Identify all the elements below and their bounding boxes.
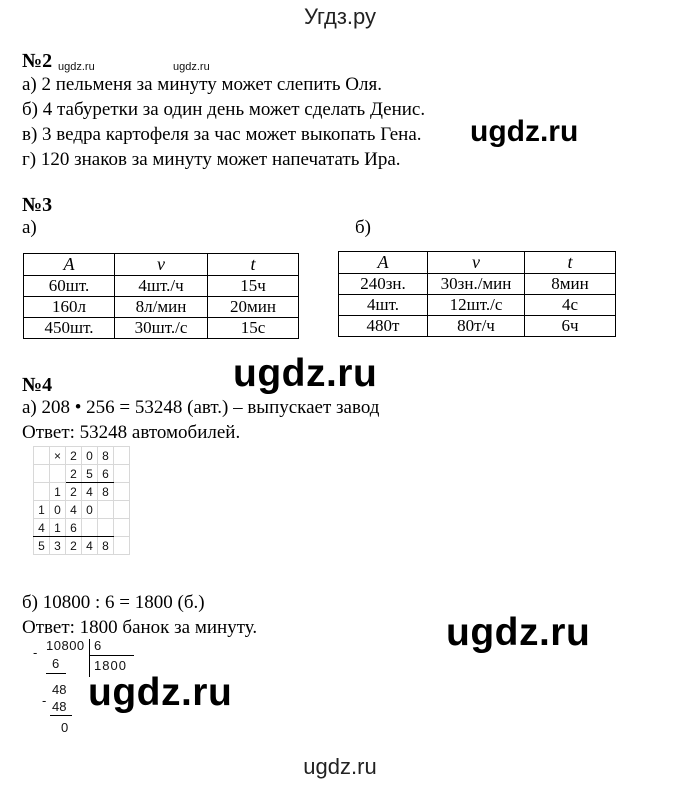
grid-cell [50, 465, 66, 483]
division-remainder: 0 [61, 720, 69, 735]
grid-cell [82, 519, 98, 537]
division-underline [46, 673, 66, 674]
task3-label-b: б) [355, 217, 371, 238]
grid-cell: 2 [66, 483, 82, 501]
division-step1: 6 [52, 656, 60, 671]
watermark-large: ugdz.ru [446, 611, 591, 654]
watermark-small: ugdz.ru [58, 61, 95, 73]
grid-cell: 6 [98, 465, 114, 483]
grid-cell: 8 [98, 447, 114, 465]
grid-cell: 4 [82, 537, 98, 555]
table-cell: 160л [24, 297, 115, 318]
table-cell: 8л/мин [115, 297, 208, 318]
grid-cell: 1 [50, 483, 66, 501]
table-header: v [428, 252, 525, 274]
table-cell: 480т [339, 316, 428, 337]
task4-answer-a: Ответ: 53248 автомобилей. [22, 422, 241, 443]
grid-cell: 5 [82, 465, 98, 483]
watermark-small: ugdz.ru [173, 61, 210, 73]
grid-cell: 5 [34, 537, 50, 555]
table-cell: 8мин [525, 274, 616, 295]
division-quotient: 1800 [94, 658, 127, 673]
task2-line-b: б) 4 табуретки за один день может сделать Денис. [22, 99, 426, 120]
grid-cell: 6 [66, 519, 82, 537]
table-cell: 60шт. [24, 276, 115, 297]
grid-cell [114, 537, 130, 555]
task3-label-a: а) [22, 217, 37, 238]
division-dividend: 10800 [46, 638, 85, 653]
table-cell: 20мин [208, 297, 299, 318]
grid-cell: 3 [50, 537, 66, 555]
task4-line-a: а) 208 • 256 = 53248 (авт.) – выпускает завод [22, 397, 380, 418]
grid-cell [98, 501, 114, 519]
table-header: A [24, 254, 115, 276]
watermark-large: ugdz.ru [233, 352, 378, 395]
grid-cell: 2 [66, 537, 82, 555]
grid-cell [114, 501, 130, 519]
division-step2a: 48 [52, 682, 67, 697]
table-cell: 80т/ч [428, 316, 525, 337]
grid-cell [98, 519, 114, 537]
task4-heading: №4 [22, 374, 53, 396]
division-minus: - [42, 693, 47, 708]
table-cell: 4шт. [339, 295, 428, 316]
grid-cell: 4 [34, 519, 50, 537]
grid-cell: 8 [98, 537, 114, 555]
table-header: v [115, 254, 208, 276]
table-cell: 4с [525, 295, 616, 316]
grid-cell [114, 483, 130, 501]
table-header: A [339, 252, 428, 274]
grid-cell: × [50, 447, 66, 465]
grid-cell: 4 [66, 501, 82, 519]
task2-line-a: а) 2 пельменя за минуту может слепить Оля. [22, 74, 382, 95]
grid-cell [34, 465, 50, 483]
table-cell: 240зн. [339, 274, 428, 295]
site-title: Угдз.ру [303, 4, 377, 29]
grid-cell: 0 [50, 501, 66, 519]
watermark-large: ugdz.ru [88, 671, 233, 714]
table-cell: 6ч [525, 316, 616, 337]
grid-cell: 1 [50, 519, 66, 537]
table-cell: 30шт./с [115, 318, 208, 339]
task3-heading: №3 [22, 194, 53, 216]
task4-line-b: б) 10800 : 6 = 1800 (б.) [22, 592, 205, 613]
grid-cell: 4 [82, 483, 98, 501]
task2-line-c: в) 3 ведра картофеля за час может выкопать Гена. [22, 124, 422, 145]
grid-cell: 8 [98, 483, 114, 501]
division-divisor: 6 [94, 638, 102, 653]
task4-answer-b: Ответ: 1800 банок за минуту. [22, 617, 258, 638]
table-cell: 450шт. [24, 318, 115, 339]
multiplication-grid [33, 446, 130, 555]
table-cell: 15ч [208, 276, 299, 297]
grid-cell [114, 519, 130, 537]
grid-cell: 2 [66, 447, 82, 465]
table-cell: 30зн./мин [428, 274, 525, 295]
task2-heading: №2 [22, 50, 53, 72]
grid-cell [34, 483, 50, 501]
division-step2b: 48 [52, 699, 67, 714]
grid-cell: 1 [34, 501, 50, 519]
table-cell: 4шт./ч [115, 276, 208, 297]
grid-cell: 0 [82, 501, 98, 519]
velocity-table-a [23, 253, 299, 339]
grid-cell [34, 447, 50, 465]
grid-cell [114, 465, 130, 483]
table-header: t [208, 254, 299, 276]
grid-cell [114, 447, 130, 465]
grid-cell: 0 [82, 447, 98, 465]
watermark-large: ugdz.ru [470, 115, 579, 148]
table-header: t [525, 252, 616, 274]
table-cell: 12шт./с [428, 295, 525, 316]
velocity-table-b [338, 251, 616, 337]
division-horizontal-line [89, 655, 134, 656]
site-footer: ugdz.ru [303, 754, 377, 779]
division-underline [50, 715, 72, 716]
grid-cell: 2 [66, 465, 82, 483]
task2-line-d: г) 120 знаков за минуту может напечатать Ира. [22, 149, 401, 170]
table-cell: 15с [208, 318, 299, 339]
division-minus: - [33, 645, 38, 660]
